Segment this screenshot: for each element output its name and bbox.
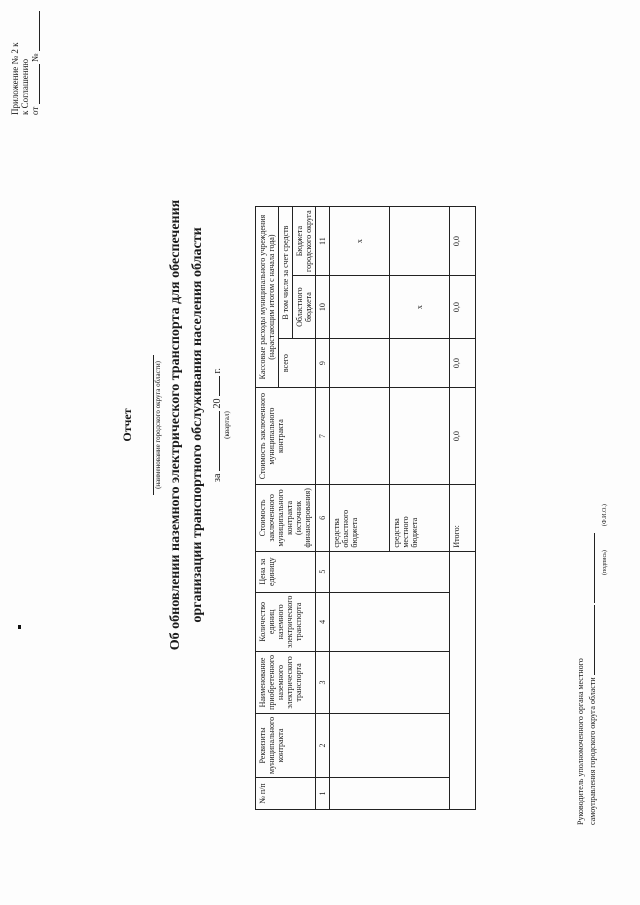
cell [390,207,450,276]
fio-caption: (Ф.И.О.) [602,504,608,527]
appendix-line-3: от № [30,5,40,115]
cell [330,276,390,339]
header-contract-cost: Стоимость заключенного муниципального контракта [256,388,316,485]
table-row [330,207,390,810]
header-cost-source: Стоимость заключенного муниципального контракта (источник финансирования) [256,485,316,552]
title-block [120,165,231,685]
col-number: 10 [316,276,330,339]
total-label: Итого: [450,485,476,552]
period-line: за 20 г. [212,368,223,482]
col-number: 5 [316,551,330,592]
col-number: 3 [316,652,330,714]
year-underline [210,376,220,396]
appendix-note [10,5,40,115]
cell [330,592,450,651]
signature-block [575,105,611,825]
col-number: 4 [316,592,330,651]
number-row [316,207,330,810]
cell [330,551,450,592]
signature-line-2: самоуправления городского округа области [586,105,598,825]
total-contract-cost: 0,0 [450,388,476,485]
header-city-budget: Бюджета городского округа [293,207,316,276]
col-number: 7 [316,388,330,485]
cell [390,339,450,388]
cell [330,339,390,388]
header-including: В том числе за счет средств [279,207,293,339]
header-unit-price: Цена за единицу [256,551,316,592]
col-number: 2 [316,713,330,777]
quarter-underline [210,411,220,471]
total-cash-regional: 0,0 [450,276,476,339]
source-regional-budget: средства областного бюджета [330,485,390,552]
header-num: № п/п [256,778,316,810]
total-row [450,207,476,810]
cell [330,713,450,777]
cell [330,652,450,714]
appendix-number-underline [31,11,40,51]
cell [330,388,390,485]
cell [330,778,450,810]
period-caption: (квартал) [223,411,231,439]
appendix-line-1: Приложение № 2 к [10,42,20,115]
col-number: 9 [316,339,330,388]
cell [390,388,450,485]
header-cash-expenses: Кассовые расходы муниципального учреждения (нарастающим итогом с начала года) [256,207,279,388]
sign-caption: (подпись) [602,550,608,575]
source-local-budget: средства местного бюджета [390,485,450,552]
header-regional-budget: Областного бюджета [293,276,316,339]
col-number: 6 [316,485,330,552]
signature-line-1: Руководитель уполномоченного органа местного [576,658,585,825]
signature-underline [586,605,595,675]
scan-mark [18,625,21,629]
cross-mark: х [330,207,390,276]
header-row-1 [256,207,279,810]
cell [450,551,476,809]
name-caption: (наименование городского округа области) [154,361,162,489]
fio-underline [586,533,595,603]
header-total: всего [279,339,316,388]
main-title-line-1: Об обновлении наземного электрического транспорта для обеспечения [168,199,183,651]
appendix-line-2: к Соглашению [20,58,30,115]
signature-captions [598,105,611,825]
appendix-date-underline [31,64,40,104]
col-number: 1 [316,778,330,810]
report-table [255,206,476,810]
total-cash-all: 0,0 [450,339,476,388]
header-quantity: Количество единиц наземного электрического транспорта [256,592,316,651]
total-cash-city: 0,0 [450,207,476,276]
main-title-line-2: организации транспортного обслуживания населения области [190,227,205,623]
report-title: Отчет [120,408,134,442]
cross-mark: х [390,276,450,339]
header-transport-name: Наименование приобретенного наземного электрического транспорта [256,652,316,714]
name-underline [143,355,154,495]
col-number: 11 [316,207,330,276]
header-contract-details: Реквизиты муниципального контракта [256,713,316,777]
